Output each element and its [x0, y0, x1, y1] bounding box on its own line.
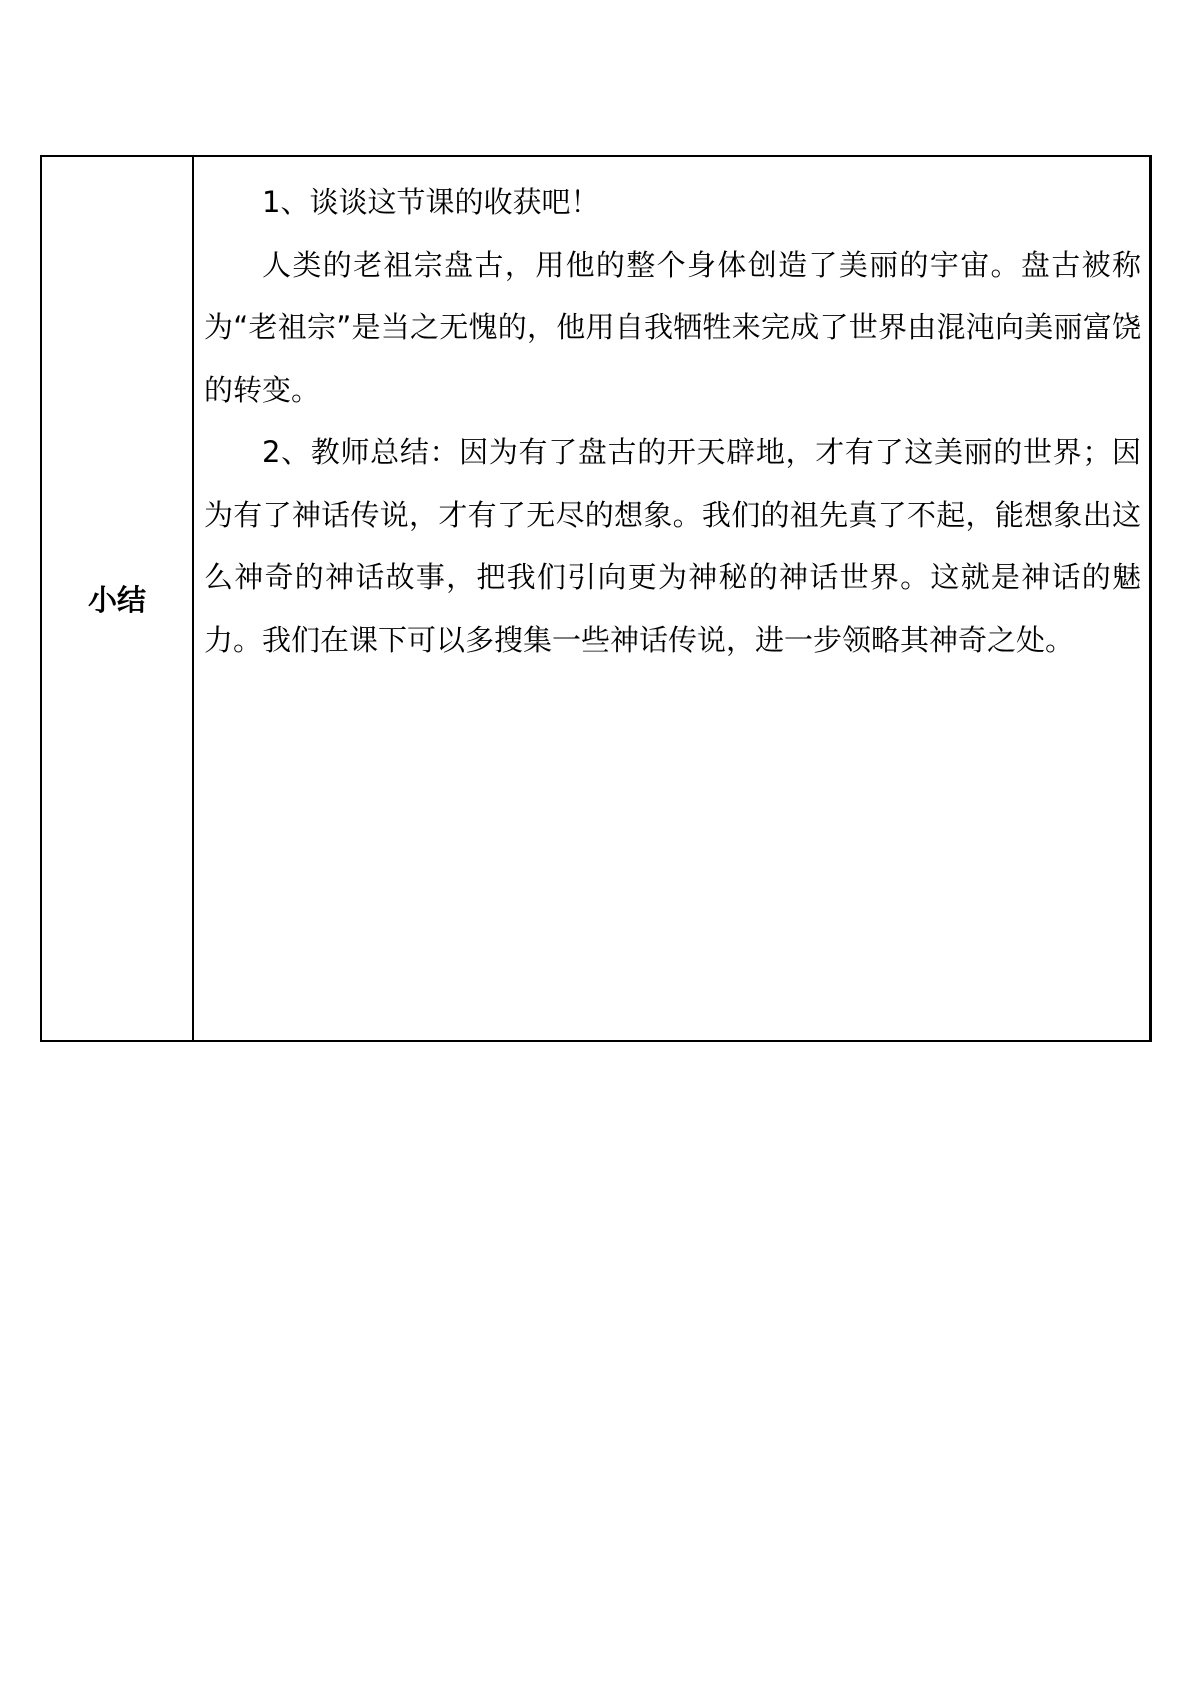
summary-table — [40, 155, 1152, 1042]
content-cell — [193, 156, 1151, 1041]
paragraph-teacher-summary: 2、教师总结：因为有了盘古的开天辟地，才有了这美丽的世界；因为有了神话传说，才有了无尽的想象。我们的祖先真了不起，能想象出这么神奇的神话故事，把我们引向更为神秘的神话世界。这就是神话的魅力。我们在课下可以多搜集一些神话传说，进一步领略其神奇之处。 — [204, 435, 1141, 657]
row-label-summary: 小结 — [41, 156, 193, 1041]
paragraph-harvest-prompt: 1、谈谈这节课的收获吧！ — [262, 185, 600, 219]
table-row — [41, 156, 1151, 1041]
paragraph-pangu: 人类的老祖宗盘古，用他的整个身体创造了美丽的宇宙。盘古被称为“老祖宗”是当之无愧的，他用自我牺牲来完成了世界由混沌向美丽富饶的转变。 — [204, 247, 1141, 407]
